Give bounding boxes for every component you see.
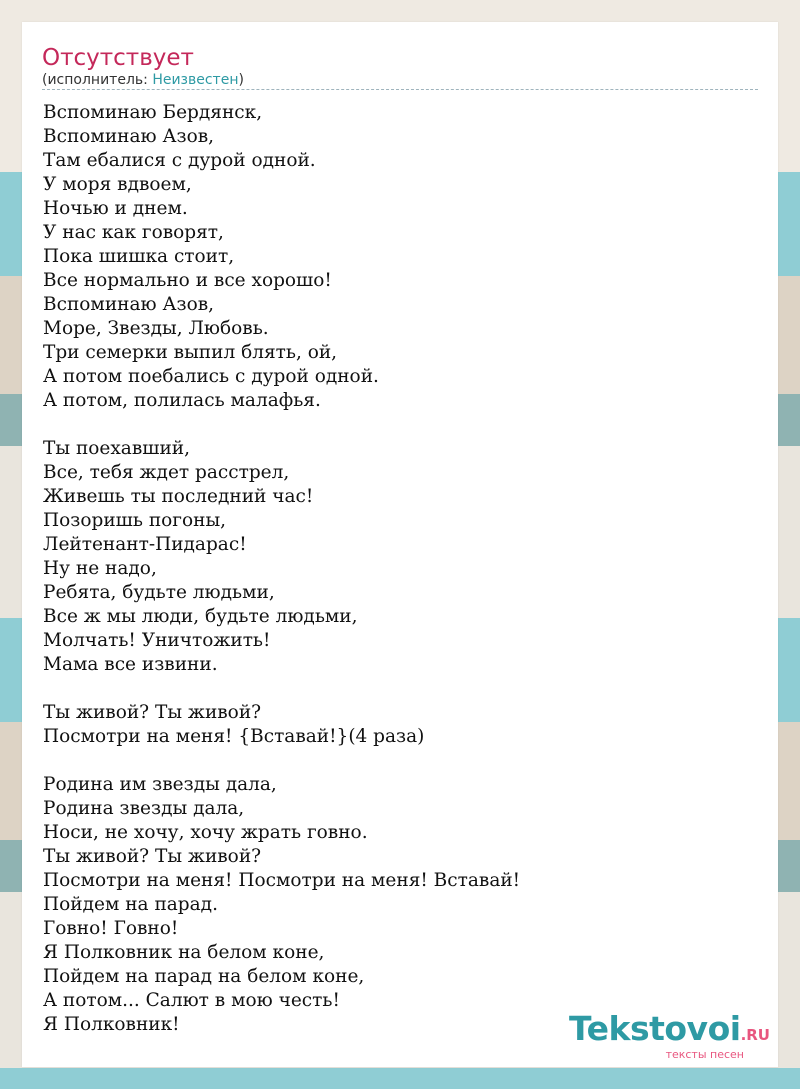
stanza-break [43,749,520,773]
lyric-line: Ну не надо, [43,558,157,579]
stanza-break [43,413,520,437]
stripe [0,1068,800,1089]
lyric-line: Ты живой? Ты живой? [43,702,262,723]
lyric-line: Там ебалися с дурой одной. [43,150,316,171]
lyric-line: Пока шишка стоит, [43,246,235,267]
lyric-line: Родина звезды дала, [43,798,245,819]
lyric-line: А потом... Салют в мою честь! [43,990,340,1011]
lyric-line: А потом, полилась малафья. [43,390,321,411]
lyric-line: Мама все извини. [43,654,218,675]
watermark-logo [569,1009,770,1052]
lyric-line: Посмотри на меня! {Вставай!}(4 раза) [43,726,425,747]
watermark-brand: Tekstovoi [569,1009,741,1048]
lyric-line: Вспоминаю Азов, [43,126,215,147]
title-divider [42,89,758,90]
lyric-line: Все нормально и все хорошо! [43,270,332,291]
stanza-break [43,677,520,701]
artist-line [42,71,244,89]
lyric-line: Ребята, будьте людьми, [43,582,275,603]
watermark-tagline: тексты песен [665,1048,744,1061]
artist-link[interactable]: Неизвестен [152,72,239,88]
lyrics-card [22,22,778,1067]
lyric-line: Пойдем на парад. [43,894,218,915]
lyric-line: Ты поехавший, [43,438,190,459]
lyric-line: Пойдем на парад на белом коне, [43,966,365,987]
lyric-line: Ты живой? Ты живой? [43,846,262,867]
lyric-line: Носи, не хочу, хочу жрать говно. [43,822,368,843]
lyric-line: Я Полковник на белом коне, [43,942,325,963]
lyric-line: Море, Звезды, Любовь. [43,318,269,339]
artist-suffix: ) [238,72,244,88]
lyric-line: Живешь ты последний час! [43,486,314,507]
lyric-line: Посмотри на меня! Посмотри на меня! Вставай! [43,870,521,891]
song-title: Отсутствует [42,45,194,71]
lyric-line: Лейтенант-Пидарас! [43,534,247,555]
lyric-line: Позоришь погоны, [43,510,227,531]
lyric-line: Я Полковник! [43,1014,180,1035]
lyric-line: Ночью и днем. [43,198,188,219]
lyric-line: Вспоминаю Азов, [43,294,215,315]
site-watermark [569,1009,770,1061]
lyric-line: А потом поебались с дурой одной. [43,366,379,387]
lyric-line: У моря вдвоем, [43,174,192,195]
artist-prefix: (исполнитель: [42,72,153,88]
lyric-line: Вспоминаю Бердянск, [43,102,263,123]
lyric-line: Все, тебя ждет расстрел, [43,462,290,483]
lyric-line: Три семерки выпил блять, ой, [43,342,338,363]
lyrics-text [43,101,520,1037]
lyric-line: Родина им звезды дала, [43,774,277,795]
lyric-line: Молчать! Уничтожить! [43,630,271,651]
lyric-line: У нас как говорят, [43,222,224,243]
watermark-tld: .RU [740,1026,770,1044]
lyric-line: Все ж мы люди, будьте людьми, [43,606,358,627]
lyric-line: Говно! Говно! [43,918,179,939]
